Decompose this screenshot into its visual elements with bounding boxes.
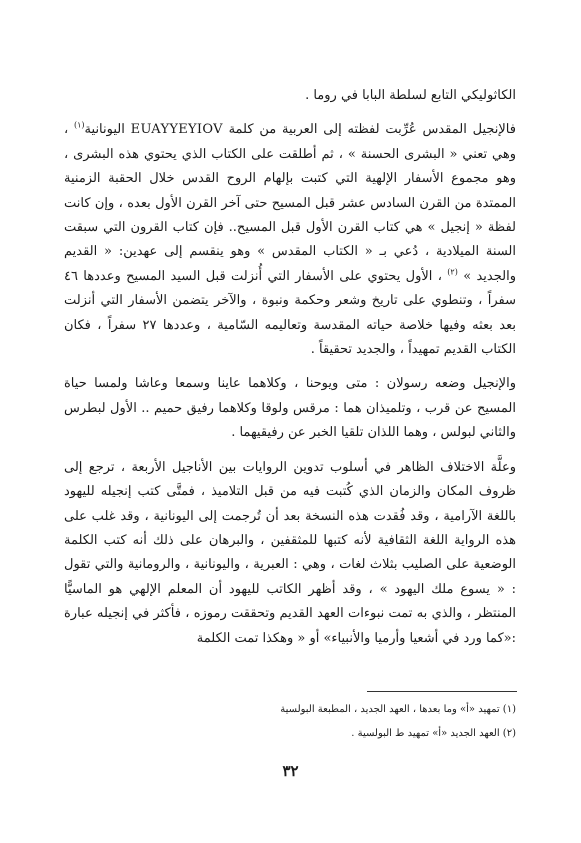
paragraph-continuation: الكاثوليكي التابع لسلطة البابا في روما . xyxy=(305,88,516,103)
footnote-reference-1: (١) xyxy=(74,121,85,131)
paragraph-text-part: فالإنجيل المقدس عُرِّبت لفظته إلى العربية من كلمة xyxy=(228,122,516,138)
page-body xyxy=(64,84,516,651)
footnote-divider xyxy=(367,691,517,692)
paragraph-text-part: ، الأول يحتوي على الأسفار التي أُنزلت قبل السيد المسيح وعددها ٤٦ سفراً ، وتنطوي على تاريخ وشعر وحكمة ونبوة ، والآخر يتضمن الأسفار التي أنزلت بعد بعثه وفيها خلاصة حياته المقدسة وتعاليمه السّامية ، وعددها ٢٧ سفراً ، فكان الكتاب القديم تمهيداً ، والجديد تحقيقاً . xyxy=(64,268,516,358)
footnotes xyxy=(64,698,516,746)
paragraph-text-part: اليونانية xyxy=(84,122,125,138)
greek-word: EUAYYEYIOV xyxy=(130,122,223,138)
paragraph-text-part: ، وهي تعني « البشرى الحسنة » ، ثم أطلقت على الكتاب الذي يحتوي هذه البشرى ، وهو مجموع الأسفار الإلهية التي كتبت بإلهام الروح القدس خلال الحقبة الزمنية الممتدة من القرن السادس عشر قبل المسيح حتى آخر القرن الأول بعده ، وإن كانت لفظة « إنجيل » هي كتاب القرن الأول قبل المسيح.. فإن كتاب القرون التي سبقت السنة الميلادية ، دُعي بـ « الكتاب المقدس » وهو ينقسم إلى عهدين: « القديم والجديد » xyxy=(64,122,516,284)
page-number: ٣٢ xyxy=(282,762,299,780)
footnote-2: (٢) العهد الجديد «أ» تمهيد ط البولسية . xyxy=(351,728,516,739)
paragraph-gospel-differences: وعلَّة الاختلاف الظاهر في أسلوب تدوين الروايات بين الأناجيل الأربعة ، ترجع إلى ظروف المكان والزمان الذي كُتبت فيه من قبل التلاميذ ، فمتَّى كتب إنجيله لليهود باللغة الآرامية ، وقد فُقدت هذه النسخة بعد أن تُرجمت إلى اليونانية ، وقد غلب على هذه الرواية اللغة الثقافية لأنه كتبها للمثقفين ، والبرهان على ذلك أنه كتب الكلمة الوضعية على الصليب بثلاث لغات ، وهي : العبرية ، واليونانية ، والرومانية والتي تقول : « يسوع ملك اليهود » ، وقد أظهر الكاتب لليهود أن المعلم الإلهي هو الماسيًّا المنتظر ، والذي به تمت نبوءات العهد القديم وتحققت رموزه ، فأكثر في إنجيله عبارة :«كما ورد في أشعيا وأرميا والأنبياء» أو « وهكذا تمت الكلمة xyxy=(64,459,516,646)
paragraph-gospel-definition xyxy=(64,118,516,362)
footnote-reference-2: (٢) xyxy=(447,267,458,277)
paragraph-gospel-authors: والإنجيل وضعه رسولان : متى ويوحنا ، وكلاهما عاينا وسمعا وعاشا ولمسا حياة المسيح عن قرب ، وتلميذان هما : مرقس ولوقا وكلاهما رفيق حميم .. الأول لبطرس والثاني لبولس ، وهما اللذان تلقيا الخبر عن رفيقيهما . xyxy=(64,376,516,441)
footnote-1: (١) تمهيد «أ» وما بعدها ، العهد الجديد ، المطبعة البولسية xyxy=(280,704,516,715)
